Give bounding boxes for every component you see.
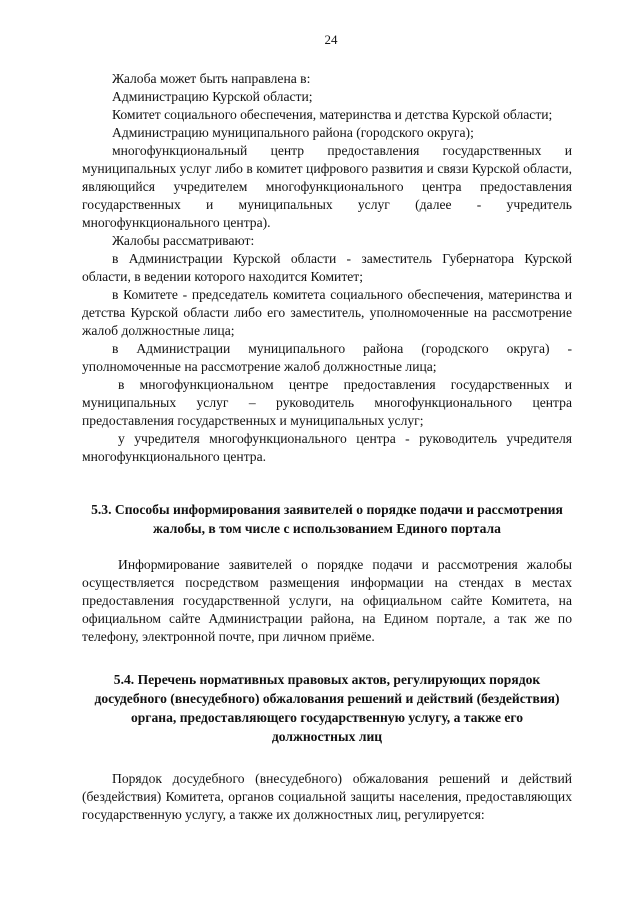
complaint-recipients (82, 70, 572, 232)
recipient-item: Комитет социального обеспечения, материнства и детства Курской области; (112, 107, 553, 122)
reviewer-item: в Администрации муниципального района (городского округа) - уполномоченные на рассмотрение жалоб должностные лица; (82, 341, 572, 374)
document-page (82, 32, 572, 824)
page-number: 24 (324, 32, 338, 47)
recipient-item: Администрацию Курской области; (112, 89, 313, 104)
reviewer-item: у учредителя многофункционального центра - руководитель учредителя многофункционального центра. (82, 431, 572, 464)
recipient-item: многофункциональный центр предоставления государственных и муниципальных услуг либо в комитет цифрового развития и связи Курской области, являющийся учредителем многофункционального центра предоставления государственных и муниципальных услуг (далее - учредитель многофункционального центра). (82, 143, 572, 230)
section-5-4-body: Порядок досудебного (внесудебного) обжалования решений и действий (бездействия) Комитета, органов социальной защиты населения, предоставляющих государственную услугу, а также их должностных лиц, регулируется: (82, 771, 572, 822)
reviewer-item: в Комитете - председатель комитета социального обеспечения, материнства и детства Курской области либо его заместитель, уполномоченные на рассмотрение жалоб должностные лица; (82, 287, 572, 338)
recipient-item: Администрацию муниципального района (городского округа); (112, 125, 474, 140)
reviewer-item: в Администрации Курской области - заместитель Губернатора Курской области, в ведении которого находится Комитет; (82, 251, 572, 284)
complaint-recipients-lead: Жалоба может быть направлена в: (112, 71, 311, 86)
reviewer-item: в многофункциональном центре предоставления государственных и муниципальных услуг – руководитель многофункционального центра предоставления государственных и муниципальных услуг; (82, 377, 572, 428)
complaint-reviewers-lead: Жалобы рассматривают: (112, 233, 255, 248)
section-5-3-heading: 5.3. Способы информирования заявителей о порядке подачи и рассмотрения жалобы, в том числе с использованием Единого портала (91, 502, 563, 536)
section-5-4-heading: 5.4. Перечень нормативных правовых актов, регулирующих порядок досудебного (внесудебного) обжалования решений и действий (бездействия) органа, предоставляющего государственную услугу, а также его должностных лиц (94, 672, 560, 744)
complaint-reviewers (82, 232, 572, 466)
section-5-3-body: Информирование заявителей о порядке подачи и рассмотрения жалобы осуществляется посредством размещения информации на стендах в местах предоставления государственной услуги, на официальном сайте Комитета, на официальном сайте Администрации района, на Едином портале, а так же по телефону, электронной почте, при личном приёме. (82, 557, 572, 644)
